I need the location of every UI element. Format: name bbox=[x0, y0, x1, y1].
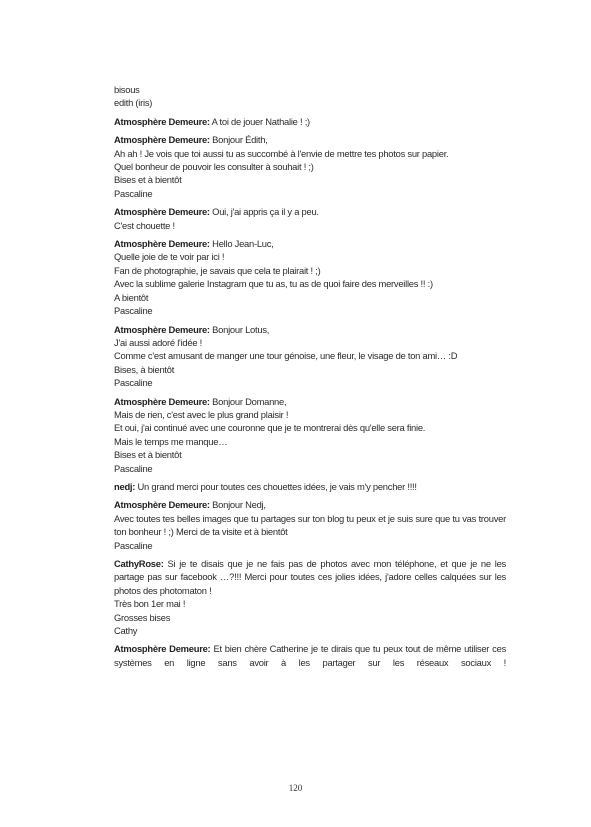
intro-block bbox=[114, 83, 506, 110]
comment-author: CathyRose: bbox=[114, 558, 164, 569]
comment-author: Atmosphère Demeure: bbox=[114, 499, 210, 511]
comment-block bbox=[114, 498, 506, 552]
comment-line: Quel bonheur de pouvoir les consulter à souhait ! ;) bbox=[114, 161, 314, 173]
comment-line: Fan de photographie, je savais que cela te plairait ! ;) bbox=[114, 264, 321, 276]
comment-line: Pascaline bbox=[114, 187, 153, 199]
comment-block bbox=[114, 133, 506, 200]
comment-line: Avec toutes tes belles images que tu partages sur ton blog tu peux et je suis sure que tu vas trouver ton bonheur ! ;) Merci de ta visite et à bientôt bbox=[114, 512, 506, 538]
comment-line: Bises et à bientôt bbox=[114, 174, 182, 186]
comment-line: Pascaline bbox=[114, 305, 153, 317]
comment-author: Atmosphère Demeure: bbox=[114, 115, 210, 127]
comment-author: Atmosphère Demeure: bbox=[114, 323, 210, 335]
comment-author: Atmosphère Demeure: bbox=[114, 238, 210, 250]
comment-line: Comme c'est amusant de manger une tour génoise, une fleur, le visage de ton ami… :D bbox=[114, 350, 458, 362]
comment-line: Très bon 1er mai ! bbox=[114, 598, 186, 610]
comment-author: nedj: bbox=[114, 480, 136, 492]
comment-line: Cathy bbox=[114, 625, 138, 637]
comment-block bbox=[114, 642, 506, 669]
comment-author: Atmosphère Demeure: bbox=[114, 395, 210, 407]
comment-line: J'ai aussi adoré l'idée ! bbox=[114, 336, 203, 348]
comment-block bbox=[114, 557, 506, 637]
comment-line: Grosses bises bbox=[114, 611, 171, 623]
page-number: 120 bbox=[288, 783, 303, 793]
comment-line: Avec la sublime galerie Instagram que tu as, tu as de quoi faire des merveilles !! :) bbox=[114, 278, 433, 290]
intro-line: edith (iris) bbox=[114, 97, 153, 109]
comment-line: Bonjour Domanne, bbox=[212, 395, 287, 407]
comments-text bbox=[114, 83, 506, 674]
comment-line: Bonjour Lotus, bbox=[212, 323, 270, 335]
comment-line: Pascaline bbox=[114, 377, 153, 389]
comment-author: Atmosphère Demeure: bbox=[114, 134, 210, 146]
comment-block bbox=[114, 480, 506, 493]
comment-block bbox=[114, 237, 506, 317]
comment-line: A bientôt bbox=[114, 291, 149, 303]
comment-line: Ah ah ! Je vois que toi aussi tu as succombé à l'envie de mettre tes photos sur papier. bbox=[114, 147, 449, 159]
comment-line: Pascaline bbox=[114, 462, 153, 474]
comment-line: Si je te disais que je ne fais pas de photos avec mon téléphone, et que je ne les partage pas sur facebook …?!!! Merci pour toutes ces jolies idées, j'adore celles calquées sur les photos des photomaton ! bbox=[114, 558, 506, 596]
comment-line: Un grand merci pour toutes ces chouettes idées, je vais m'y pencher !!!! bbox=[137, 480, 417, 492]
comment-line: Mais de rien, c'est avec le plus grand plaisir ! bbox=[114, 408, 289, 420]
comment-line: Hello Jean-Luc, bbox=[212, 238, 274, 250]
comment-author: Atmosphère Demeure: bbox=[114, 206, 210, 218]
comment-line: Bonjour Édith, bbox=[212, 134, 268, 146]
comment-block bbox=[114, 205, 506, 232]
comment-line: Bises et à bientôt bbox=[114, 449, 182, 461]
comment-line: Bises, à bientôt bbox=[114, 363, 175, 375]
comment-line: Et bien chère Catherine je te dirais que tu peux tout de même utiliser ces systèmes en ligne sans avoir à les partager sur les réseaux sociaux ! bbox=[114, 643, 507, 668]
comment-block bbox=[114, 323, 506, 390]
comment-line: Mais le temps me manque… bbox=[114, 435, 228, 447]
comment-line: A toi de jouer Nathalie ! ;) bbox=[211, 115, 310, 127]
comment-line: Pascaline bbox=[114, 539, 153, 551]
intro-line: bisous bbox=[114, 84, 140, 95]
comment-line: Quelle joie de te voir par ici ! bbox=[114, 251, 225, 263]
comment-block bbox=[114, 395, 506, 475]
comment-line: Et oui, j'ai continué avec une couronne que je te montrerai dès qu'elle sera finie. bbox=[114, 422, 426, 434]
comment-line: Oui, j'ai appris ça il y a peu. bbox=[212, 206, 319, 218]
comment-line: C'est chouette ! bbox=[114, 219, 175, 231]
comment-block bbox=[114, 115, 506, 128]
comment-line: Bonjour Nedj, bbox=[212, 499, 266, 511]
comment-author: Atmosphère Demeure: bbox=[114, 643, 211, 655]
